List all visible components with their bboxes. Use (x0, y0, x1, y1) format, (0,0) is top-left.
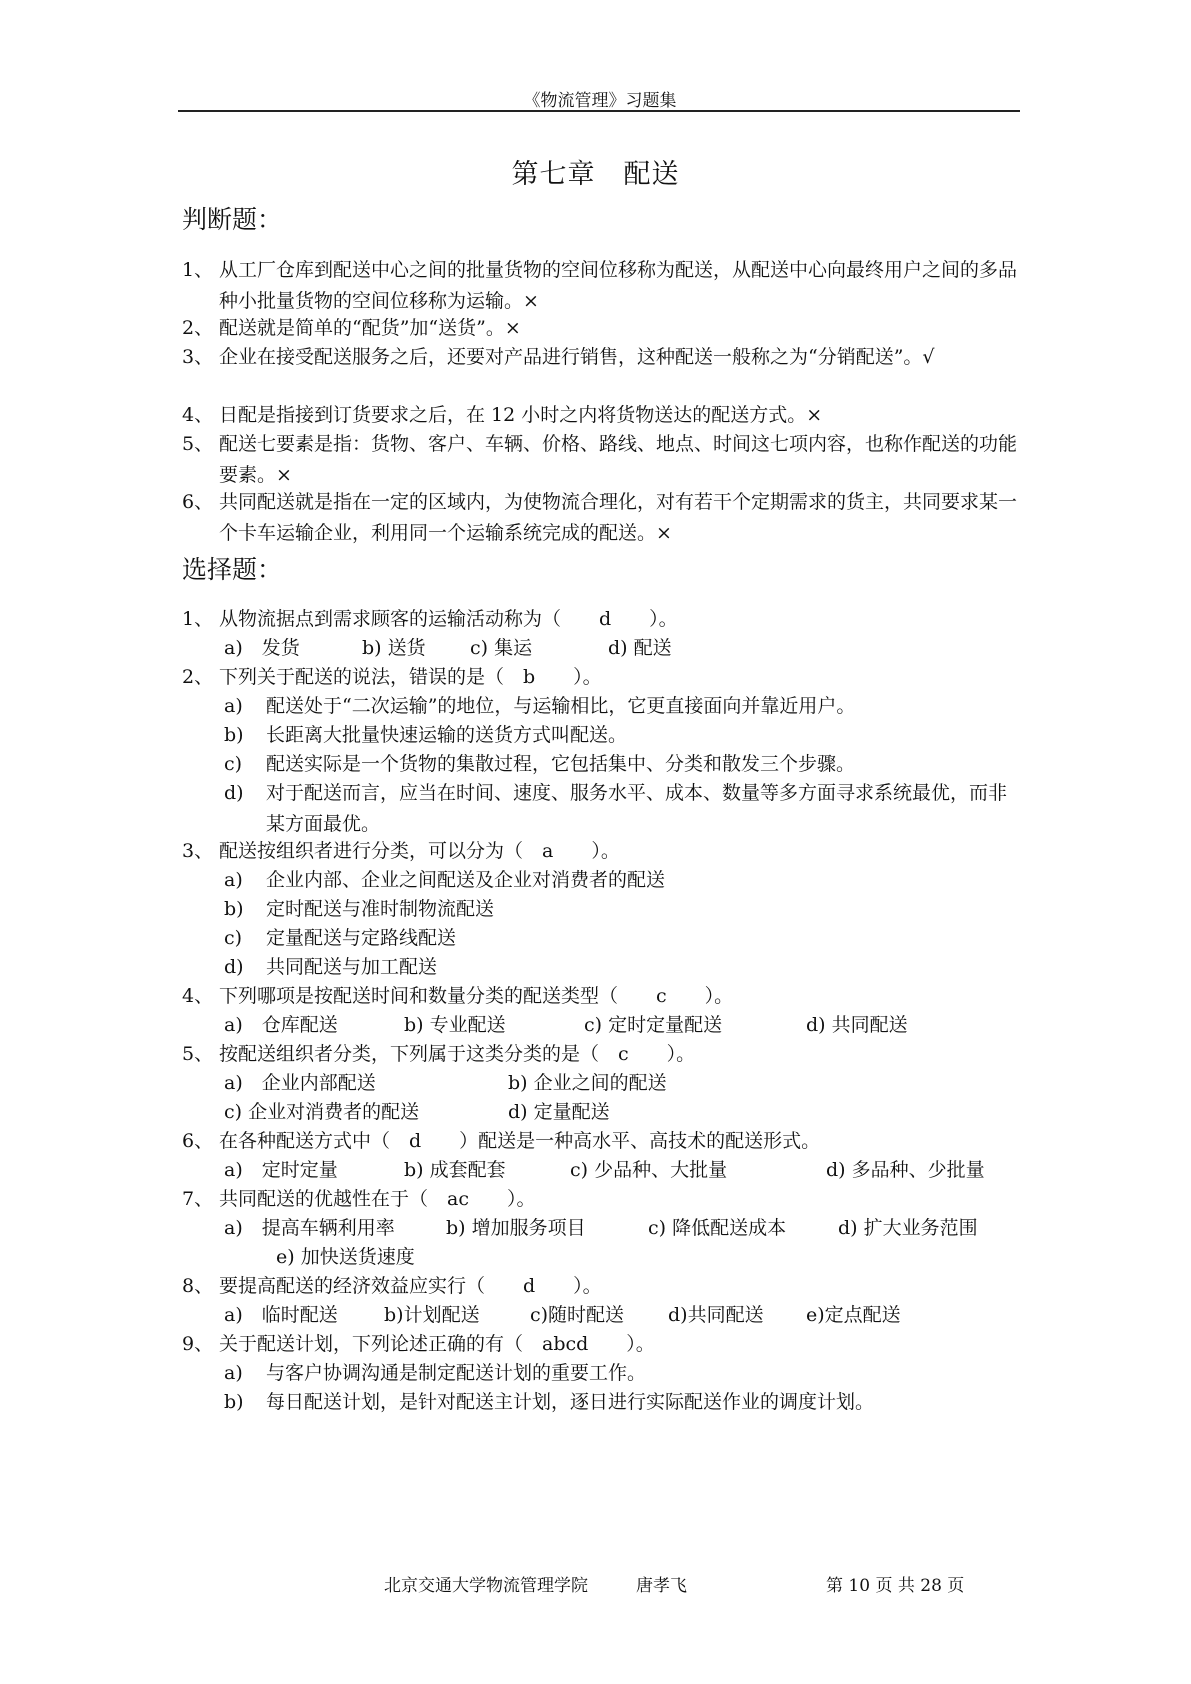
question-number: 5、 (182, 1043, 214, 1065)
header-rule (178, 110, 1020, 112)
option-text: 长距离大批量快速运输的送货方式叫配送。 (266, 724, 628, 746)
option: d) 定量配送 (508, 1101, 610, 1123)
option (224, 691, 1024, 722)
question-text: 下列哪项是按配送时间和数量分类的配送类型（ c ）。 (219, 985, 734, 1007)
option: e) 加快送货速度 (276, 1246, 415, 1268)
choice-question (182, 662, 1022, 693)
choice-question (182, 1039, 1022, 1070)
option: c) 降低配送成本 (648, 1217, 787, 1239)
item-text: 日配是指接到订货要求之后，在 12 小时之内将货物送达的配送方式。× (219, 404, 823, 426)
question-text: 要提高配送的经济效益应实行（ d ）。 (219, 1275, 602, 1297)
choice-question (182, 1184, 1022, 1215)
option: d) 扩大业务范围 (838, 1217, 978, 1239)
choice-question (182, 981, 1022, 1012)
option: b) 成套配套 (404, 1159, 506, 1181)
option-text: 配送实际是一个货物的集散过程，它包括集中、分类和散发三个步骤。 (266, 753, 856, 775)
option-label: d) (224, 956, 244, 978)
chapter-title: 第七章 配送 (511, 159, 680, 190)
option (224, 894, 1024, 925)
item-number: 4、 (182, 404, 214, 426)
option (224, 1358, 1024, 1389)
option: a) 发货 (224, 637, 300, 659)
option: b) 企业之间的配送 (508, 1072, 667, 1094)
option (224, 952, 1024, 983)
question-text: 下列关于配送的说法，错误的是（ b ）。 (219, 666, 602, 688)
option: b) 增加服务项目 (446, 1217, 586, 1239)
option-label: a) (224, 1362, 243, 1384)
option-text: 配送处于“二次运输”的地位，与运输相比，它更直接面向并靠近用户。 (266, 695, 856, 717)
option: a) 仓库配送 (224, 1014, 338, 1036)
question-number: 8、 (182, 1275, 214, 1297)
option: a) 企业内部配送 (224, 1072, 376, 1094)
question-number: 7、 (182, 1188, 214, 1210)
option-label: c) (224, 753, 243, 775)
footer-author: 唐孝飞 (636, 1576, 687, 1596)
item-number: 3、 (182, 346, 214, 368)
question-text: 关于配送计划，下列论述正确的有（ abcd ）。 (219, 1333, 655, 1355)
option-label: d) (224, 782, 244, 804)
option: d) 配送 (608, 637, 672, 659)
option: c) 企业对消费者的配送 (224, 1101, 420, 1123)
option (224, 1387, 1024, 1418)
item-text: 配送七要素是指：货物、客户、车辆、价格、路线、地点、时间这七项内容，也称作配送的功能要素。× (219, 433, 1018, 486)
choice-question (182, 836, 1022, 867)
option: d) 多品种、少批量 (826, 1159, 985, 1181)
option (224, 778, 1024, 840)
choice-question (182, 1329, 1022, 1360)
option (224, 749, 1024, 780)
option (224, 865, 1024, 896)
option: d) 共同配送 (806, 1014, 908, 1036)
choice-question (182, 1126, 1022, 1157)
item-text: 从工厂仓库到配送中心之间的批量货物的空间位移称为配送，从配送中心向最终用户之间的多品种小批量货物的空间位移称为运输。× (219, 259, 1018, 312)
option-text: 企业内部、企业之间配送及企业对消费者的配送 (266, 869, 666, 891)
option-label: a) (224, 695, 243, 717)
question-text: 在各种配送方式中（ d ）配送是一种高水平、高技术的配送形式。 (219, 1130, 821, 1152)
option-label: b) (224, 724, 244, 746)
option: a) 临时配送 (224, 1304, 338, 1326)
option: b)计划配送 (384, 1304, 480, 1326)
question-number: 1、 (182, 608, 214, 630)
question-number: 2、 (182, 666, 214, 688)
option-label: c) (224, 927, 243, 949)
option: d)共同配送 (668, 1304, 764, 1326)
option-text: 与客户协调沟通是制定配送计划的重要工作。 (266, 1362, 647, 1384)
item-number: 5、 (182, 433, 214, 455)
option-text: 共同配送与加工配送 (266, 956, 438, 978)
judgment-item (182, 313, 1022, 344)
question-text: 共同配送的优越性在于（ ac ）。 (219, 1188, 536, 1210)
option: c)随时配送 (530, 1304, 625, 1326)
option: a) 提高车辆利用率 (224, 1217, 395, 1239)
question-text: 按配送组织者分类，下列属于这类分类的是（ c ）。 (219, 1043, 696, 1065)
section-title-choice: 选择题： (182, 555, 283, 584)
running-header: 《物流管理》习题集 (523, 91, 677, 111)
footer-page-number: 第 10 页 共 28 页 (826, 1576, 965, 1596)
judgment-item (182, 487, 1022, 549)
question-number: 3、 (182, 840, 214, 862)
option (224, 923, 1024, 954)
option-text: 定时配送与准时制物流配送 (266, 898, 495, 920)
option: c) 少品种、大批量 (570, 1159, 728, 1181)
option-text: 定量配送与定路线配送 (266, 927, 457, 949)
option-label: a) (224, 869, 243, 891)
option-text: 每日配送计划，是针对配送主计划，逐日进行实际配送作业的调度计划。 (266, 1391, 875, 1413)
option: b) 专业配送 (404, 1014, 506, 1036)
item-text: 共同配送就是指在一定的区域内，为使物流合理化，对有若干个定期需求的货主，共同要求某一个卡车运输企业，利用同一个运输系统完成的配送。× (219, 491, 1018, 544)
judgment-item (182, 255, 1022, 317)
item-number: 1、 (182, 259, 214, 281)
judgment-item (182, 429, 1022, 491)
option-label: b) (224, 898, 244, 920)
choice-question (182, 1271, 1022, 1302)
question-number: 4、 (182, 985, 214, 1007)
question-text: 从物流据点到需求顾客的运输活动称为（ d ）。 (219, 608, 678, 630)
item-number: 2、 (182, 317, 214, 339)
option: a) 定时定量 (224, 1159, 338, 1181)
option-text: 对于配送而言，应当在时间、速度、服务水平、成本、数量等多方面寻求系统最优，而非某方面最优。 (266, 782, 1008, 835)
footer-institution: 北京交通大学物流管理学院 (384, 1576, 588, 1596)
section-title-judgment: 判断题： (182, 205, 283, 234)
judgment-item (182, 342, 1022, 373)
question-number: 9、 (182, 1333, 214, 1355)
choice-question (182, 604, 1022, 635)
item-text: 企业在接受配送服务之后，还要对产品进行销售，这种配送一般称之为“分销配送”。√ (219, 346, 935, 368)
option: e)定点配送 (806, 1304, 901, 1326)
option: c) 集运 (470, 637, 533, 659)
item-number: 6、 (182, 491, 214, 513)
option: b) 送货 (362, 637, 426, 659)
option: c) 定时定量配送 (584, 1014, 723, 1036)
judgment-item (182, 400, 1022, 431)
question-number: 6、 (182, 1130, 214, 1152)
option-label: b) (224, 1391, 244, 1413)
question-text: 配送按组织者进行分类，可以分为（ a ）。 (219, 840, 620, 862)
option (224, 720, 1024, 751)
item-text: 配送就是简单的“配货”加“送货”。× (219, 317, 521, 339)
